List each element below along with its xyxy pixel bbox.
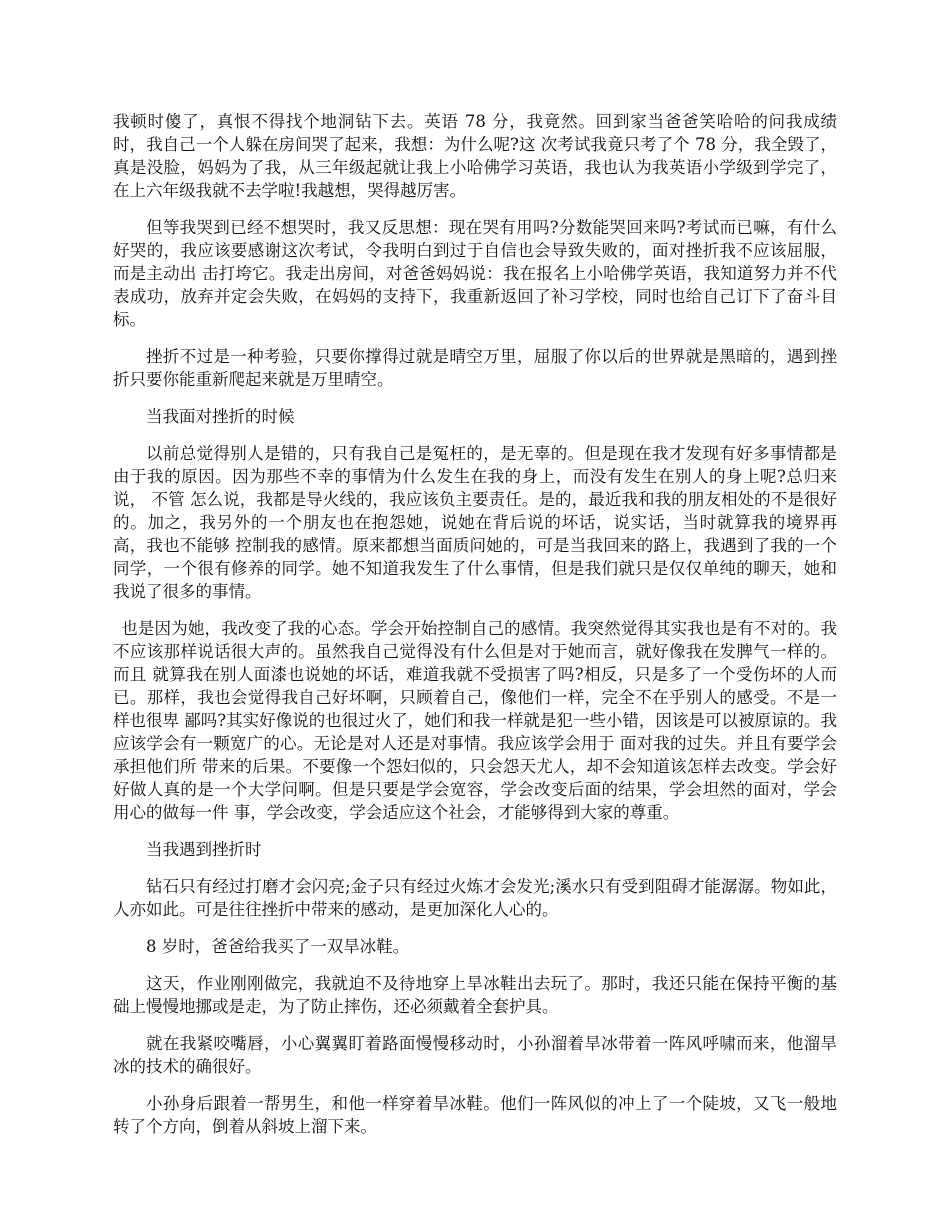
document-page [113,110,837,1152]
paragraph-7: 8 岁时，爸爸给我买了一双旱冰鞋。 [146,937,410,956]
paragraph-6: 钻石只有经过打磨才会闪亮;金子只有经过火炼才会发光;溪水只有受到阻碍才能潺潺。物如此，人亦如此。可是往往挫折中带来的感动，是更加深化人心的。 [113,877,837,919]
paragraph-9: 就在我紧咬嘴唇，小心翼翼盯着路面慢慢移动时，小孙溜着旱冰带着一阵风呼啸而来，他溜旱冰的技术的确很好。 [113,1034,837,1076]
paragraph-3: 挫折不过是一种考验，只要你撑得过就是晴空万里，屈服了你以后的世界就是黑暗的，遇到挫折只要你能重新爬起来就是万里晴空。 [113,347,837,389]
section-heading-2: 当我遇到挫折时 [146,840,262,859]
paragraph-8: 这天，作业刚刚做完，我就迫不及待地穿上旱冰鞋出去玩了。那时，我还只能在保持平衡的基础上慢慢地挪或是走，为了防止摔伤，还必须戴着全套护具。 [113,974,837,1016]
paragraph-5: 也是因为她，我改变了我的心态。学会开始控制自己的感情。我突然觉得其实我也是有不对的。我不应该那样说话很大声的。虽然我自己觉得没有什么但是对于她而言，就好像我在发脾气一样的。而且 就算我在别人面漆也说她的坏话，难道我就不受损害了吗?相反，只是多了一个受伤坏的人而已。那样，我也会觉得我自己好坏啊，只顾着自己，像他们一样，完全不在乎别人的感受。不是一样也很卑 鄙吗?其实好像说的也很过火了，她们和我一样就是犯一些小错，因该是可以被原谅的。我应该学会有一颗宽广的心。无论是对人还是对事情。我应该学会用于 面对我的过失。并且有要学会承担他们所 带来的后果。不要像一个怨妇似的，只会怨天尤人，却不会知道该怎样去改变。学会好好做人真的是一个大学问啊。但是只要是学会宽容，学会改变后面的结果，学会坦然的面对，学会用心的做每一件 事，学会改变，学会适应这个社会，才能够得到大家的尊重。 [113,619,837,822]
paragraph-2: 但等我哭到已经不想哭时，我又反思想：现在哭有用吗?分数能哭回来吗?考试而已嘛，有什么好哭的，我应该要感谢这次考试，令我明白到过于自信也会导致失败的，面对挫折我不应该屈服，而是主动出 击打垮它。我走出房间，对爸爸妈妈说：我在报名上小哈佛学英语，我知道努力并不代表成功，放弃并定会失败，在妈妈的支持下，我重新返回了补习学校，同时也给自己订下了奋斗目标。 [113,218,837,329]
paragraph-4: 以前总觉得别人是错的，只有我自己是冤枉的，是无辜的。但是现在我才发现有好多事情都是由于我的原因。因为那些不幸的事情为什么发生在我的身上，而没有发生在别人的身上呢?总归来说， 不管 怎么说，我都是导火线的，我应该负主要责任。是的，最近我和我的朋友相处的不是很好的。加之，我另外的一个朋友也在抱怨她，说她在背后说的坏话，说实话，当时就算我的境界再高，我也不能够 控制我的感情。原来都想当面质问她的，可是当我回来的路上，我遇到了我的一个同学，一个很有修养的同学。她不知道我发生了什么事情，但是我们就只是仅仅单纯的聊天，她和我说了很多的事情。 [113,444,837,601]
section-heading-1: 当我面对挫折的时候 [146,407,295,426]
paragraph-10: 小孙身后跟着一帮男生，和他一样穿着旱冰鞋。他们一阵风似的冲上了一个陡坡，又飞一般地转了个方向，倒着从斜坡上溜下来。 [113,1094,837,1136]
paragraph-1: 我顿时傻了，真恨不得找个地洞钻下去。英语 78 分，我竟然。回到家当爸爸笑哈哈的问我成绩时，我自己一个人躲在房间哭了起来，我想：为什么呢?这 次考试我竟只考了个 78 分，我全毁了，真是没脸，妈妈为了我，从三年级起就让我上小哈佛学习英语，我也认为我英语小学级到学完了，在上六年级我就不去学啦!我越想，哭得越厉害。 [113,112,837,200]
